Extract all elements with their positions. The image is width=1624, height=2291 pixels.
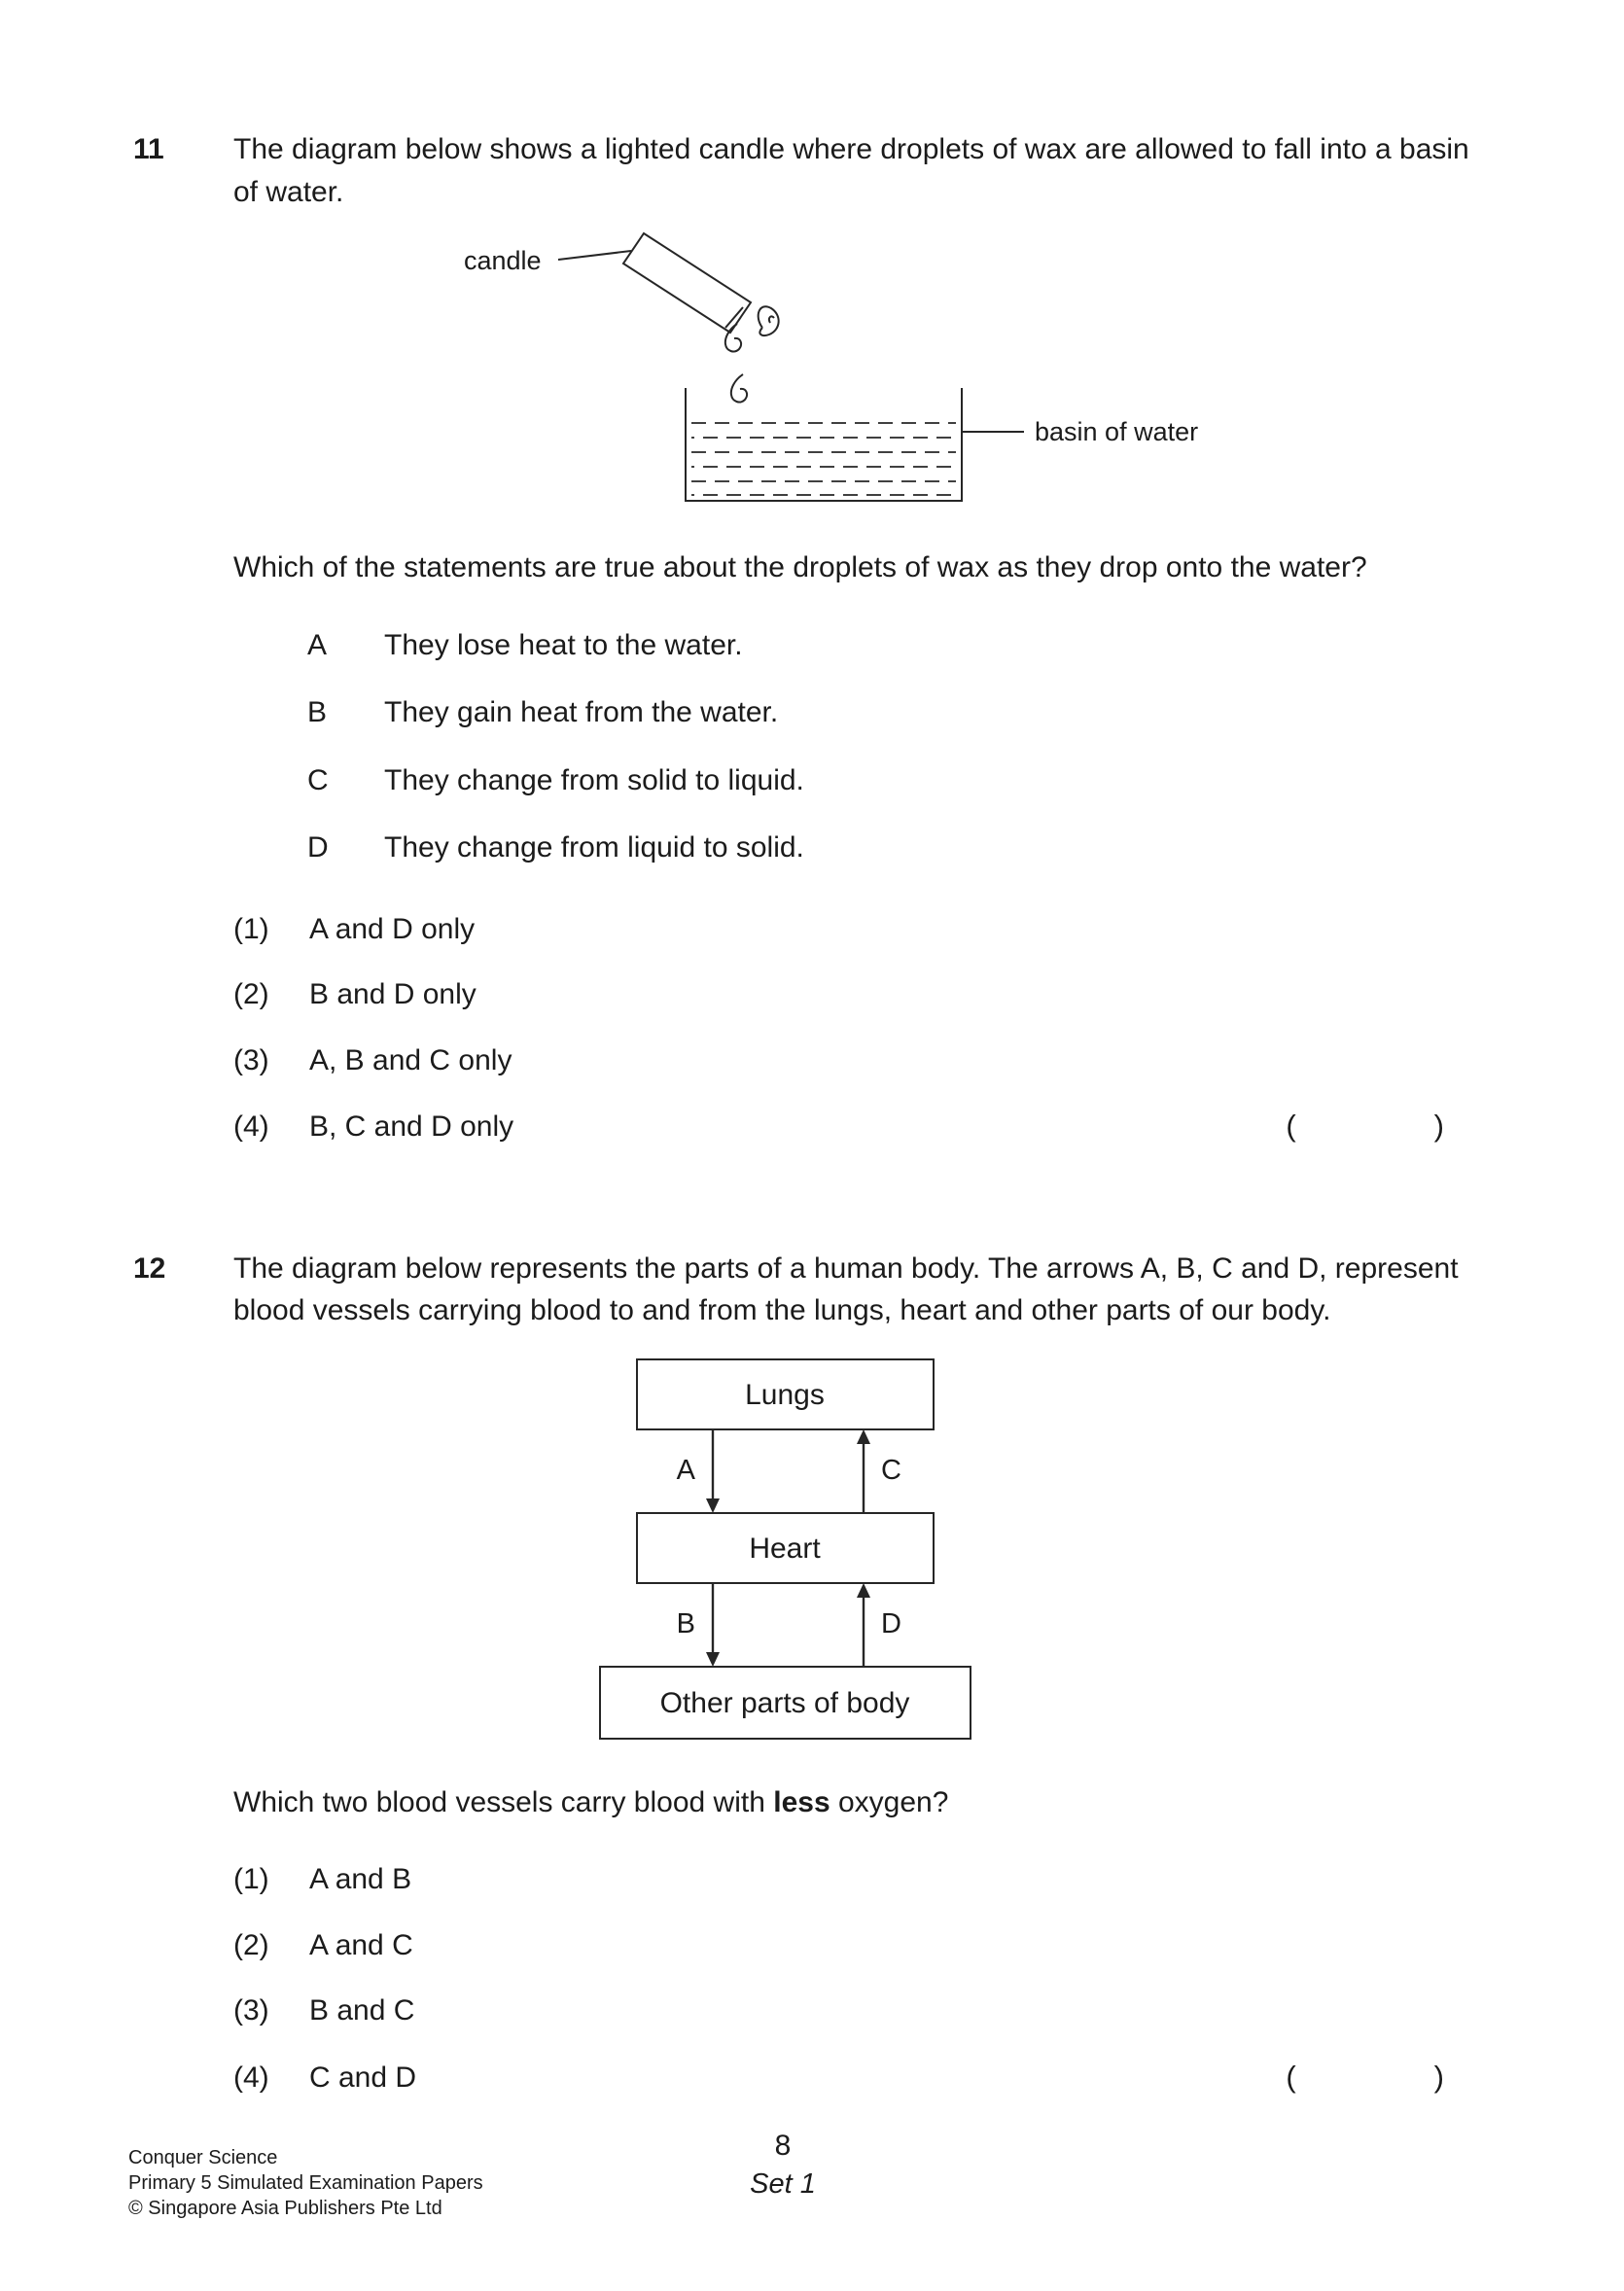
statements-list [233,624,1491,869]
question-text: Which of the statements are true about the droplets of wax as they drop onto the water? [233,551,1367,583]
blood-flow-diagram-svg [598,1357,977,1742]
answer-bracket-open: ( [1286,1109,1296,1143]
option-row [233,2056,1491,2099]
option-row [233,1990,1491,2032]
arrow-a-label: A [676,1454,695,1486]
option-row [233,1105,1491,1148]
answer-bracket-open: ( [1286,2059,1296,2094]
question-text-suffix: oxygen? [830,1785,949,1818]
footer-publisher-block [128,2145,483,2221]
option-text: A, B and C only [309,1043,512,1076]
arrow-c-head [857,1429,870,1444]
flame-icon [759,306,779,335]
option-number: (4) [233,1110,269,1143]
question-stem: The diagram below shows a lighted candle where droplets of wax are allowed to fall into a basin of water. [233,133,1469,208]
option-text: A and D only [309,912,476,945]
footer-page-block [750,2130,816,2201]
arrow-d-head [857,1583,870,1598]
option-text: B, C and D only [309,1110,514,1143]
option-text: A and B [309,1863,412,1896]
statement-text: They change from liquid to solid. [384,831,804,864]
answer-bracket-close: ) [1433,2059,1444,2094]
basin-icon [686,388,962,501]
option-row [233,973,1491,1016]
option-number: (3) [233,1994,269,2027]
candle-diagram-svg [440,230,1237,514]
question-text-bold: less [773,1785,830,1818]
question-11 [133,128,1491,1172]
option-text: B and D only [309,978,477,1010]
candle-label: candle [464,246,542,275]
question-stem: The diagram below represents the parts of a human body. The arrows A, B, C and D, represent blood vessels carrying blood to and from the lungs, heart and other parts of our body. [233,1251,1459,1327]
option-number: (1) [233,912,269,945]
statement-text: They gain heat from the water. [384,696,779,728]
option-row [233,1924,1491,1967]
question-text-prefix: Which two blood vessels carry blood with [233,1785,774,1818]
statement-row [233,691,1491,734]
statement-text: They lose heat to the water. [384,628,743,661]
arrow-b-label: B [676,1607,695,1639]
statement-letter: D [307,831,329,864]
lungs-label: Lungs [745,1378,825,1411]
question-body [233,128,1491,1172]
footer-series-title: Conquer Science [128,2147,278,2168]
water-dashes [691,423,956,495]
answer-bracket-close: ) [1433,1109,1444,1143]
statement-row [233,759,1491,802]
option-number: (4) [233,2061,269,2094]
footer-copyright: © Singapore Asia Publishers Pte Ltd [128,2198,442,2219]
option-text: A and C [309,1928,413,1961]
wax-droplet-icon [725,324,741,351]
statement-letter: A [307,628,328,661]
page-number: 8 [774,2130,792,2162]
option-number: (1) [233,1863,269,1896]
statement-row [233,624,1491,667]
option-row [233,1040,1491,1082]
statement-letter: B [307,696,328,728]
option-number: (2) [233,978,269,1010]
option-text: C and D [309,2061,417,2094]
options-list [233,908,1491,1148]
option-text: B and C [309,1994,415,2027]
option-row [233,1858,1491,1901]
other-parts-label: Other parts of body [659,1686,910,1719]
option-number: (3) [233,1043,269,1076]
arrow-c-label: C [881,1454,901,1486]
question-number: 11 [133,133,164,165]
candle-diagram [440,230,1491,519]
arrow-a-head [706,1498,720,1513]
question-body [233,1248,1491,2123]
statement-row [233,827,1491,869]
option-number: (2) [233,1928,269,1961]
options-list [233,1858,1491,2098]
arrow-b-head [706,1652,720,1667]
question-number: 12 [133,1251,166,1285]
set-label: Set 1 [750,2168,816,2200]
candle-leader-line [558,251,631,260]
option-row [233,908,1491,951]
question-12 [133,1248,1491,2123]
basin-label: basin of water [1035,417,1199,446]
heart-label: Heart [749,1532,821,1565]
statement-letter: C [307,763,329,796]
wax-droplet-icon [731,374,747,402]
arrow-d-label: D [881,1607,901,1639]
page-footer [128,2130,1491,2246]
blood-flow-diagram [598,1357,1491,1746]
statement-text: They change from solid to liquid. [384,763,804,796]
answer-space [1286,1105,1491,1148]
candle-icon [623,233,751,333]
question-text [233,1781,1491,1824]
footer-series-subtitle: Primary 5 Simulated Examination Papers [128,2172,483,2194]
answer-space [1286,2056,1491,2099]
